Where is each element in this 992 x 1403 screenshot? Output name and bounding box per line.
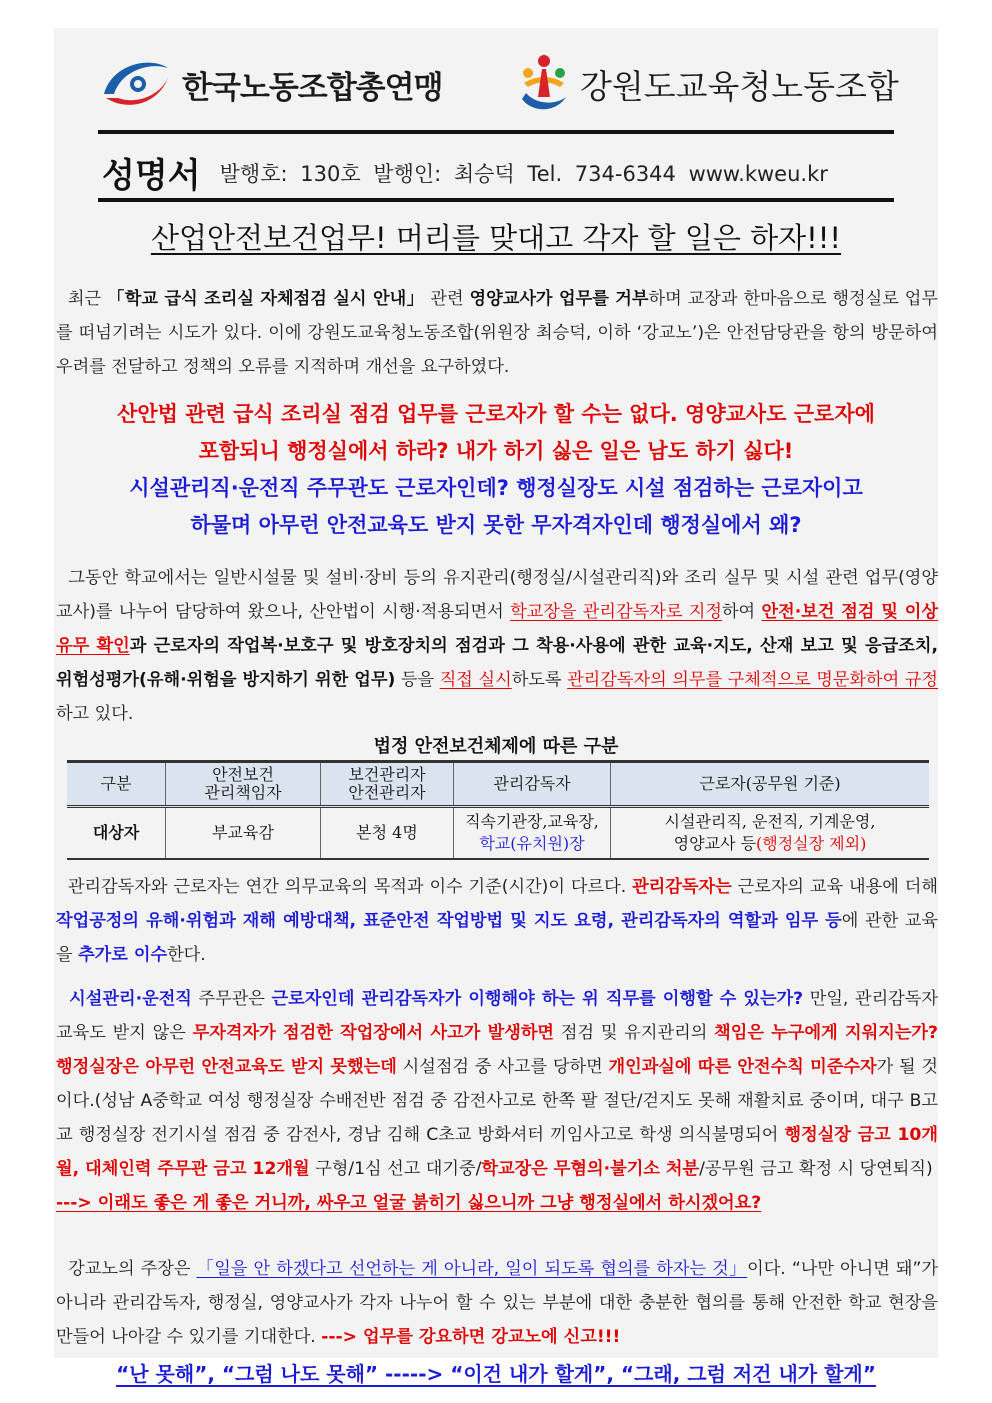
publication-info: 발행호: 130호 발행인: 최승덕 Tel. 734-6344 www.kweu.kr — [219, 161, 828, 186]
text-run: 강교노의 주장은 — [68, 1259, 197, 1279]
text-run: 만일, 관리감독자 교육도 받지 않은 — [56, 989, 938, 1043]
table-header-cell: 보건관리자 안전관리자 — [321, 762, 454, 807]
fkti-name: 한국노동조합총연맹 — [182, 69, 443, 106]
table-header-cell: 구분 — [67, 762, 166, 807]
text-run: 점검 및 유지관리의 — [554, 1023, 715, 1043]
fkti-logo — [98, 52, 443, 116]
text-run: 하며 교장과 한마음으로 행정실로 업무를 떠넘기려는 시도가 있다. 이에 강원도교육청노동조합(위원장 최승덕, 이하 ‘강교노’)은 안전담당관을 항의 방문하여 우려를 전달하고 정책의 오류를 지적하며 개선을 요구하였다. — [56, 289, 938, 377]
table-cell: 본청 4명 — [321, 807, 454, 860]
gweu-name: 강원도교육청노동조합 — [580, 66, 899, 106]
table-header-cell: 근로자(공무원 기준) — [611, 762, 930, 807]
paragraph-training — [56, 870, 938, 972]
text-run: 에 관한 교육을 — [56, 911, 938, 965]
table-header-cell: 안전보건 관리책임자 — [166, 762, 321, 807]
doc-type-label: 성명서 — [102, 156, 201, 196]
top-divider — [98, 130, 894, 134]
paragraph-responsibility — [56, 982, 938, 1220]
red-emphasis-text: 무자격자가 점검한 작업장에서 사고가 발생하면 — [192, 1023, 555, 1043]
emphasis-text: 영양교사가 업무를 거부 — [469, 289, 649, 309]
text-run: 시설점검 중 사고를 당하면 — [396, 1057, 609, 1077]
paragraph-intro — [56, 282, 938, 384]
red-underlined-text: 학교장을 관리감독자로 지정 — [510, 602, 722, 622]
paragraph-closing — [56, 1252, 938, 1354]
cell-line: 영양교사 등 — [673, 834, 757, 853]
logo-bar — [54, 44, 938, 124]
text-run: 하도록 — [511, 670, 568, 690]
cell-line: 직속기관장,교육장, — [465, 812, 599, 831]
table-cell: 대상자 — [67, 807, 166, 860]
red-emphasis-text: 관리감독자는 — [632, 877, 732, 897]
callout-line: 산안법 관련 급식 조리실 점검 업무를 근로자가 할 수는 없다. 영양교사도 근로자에 — [117, 402, 875, 426]
fkti-emblem-icon — [98, 54, 174, 114]
blue-emphasis-text: 근로자인데 관리감독자가 이행해야 하는 위 직무를 이행할 수 있는가? — [271, 989, 804, 1009]
text-run: 주무관은 — [191, 989, 272, 1009]
gweu-emblem-icon — [516, 53, 572, 115]
emphasis-text: 과 근로자의 작업복·보호구 및 방호장치의 점검과 그 착용·사용에 관한 교육·지도, 산재 보고 및 응급조치, 위험성평가(유해·위험을 방지하기 위한 업무) — [56, 636, 938, 690]
text-run: 가 될 것이다.(성남 A중학교 여성 행정실장 수배전반 점검 중 감전사고로 한쪽 팔 절단/걷지도 못해 재활치료 중이며, 대구 B고교 행정실장 전기시설 점검 중 감전사, 경남 김해 C초교 방화셔터 끼임사고로 학생 의식불명되어 — [56, 1057, 938, 1145]
text-run: /공무원 금고 확정 시 당연퇴직) — [699, 1159, 933, 1179]
table-cell: 부교육감 — [166, 807, 321, 860]
callout-line: 시설관리직·운전직 주무관도 근로자인데? 행정실장도 시설 점검하는 근로자이고 — [129, 476, 863, 500]
red-underlined-text: 직접 실시 — [439, 670, 512, 690]
red-emphasis-text: 행정실장 금고 10개월, 대체인력 주무관 금고 12개월 — [56, 1125, 938, 1179]
red-emphasis-text: 학교장은 무혐의·불기소 처분 — [481, 1159, 700, 1179]
callout-line: 포함되니 행정실에서 하라? 내가 하기 싫은 일은 남도 하기 싫다! — [198, 439, 794, 463]
text-run: 최근 — [67, 289, 108, 309]
headline: 산업안전보건업무! 머리를 맞대고 각자 할 일은 하자!!! — [150, 221, 842, 255]
blue-emphasis-text: 작업공정의 유해·위험과 재해 예방대책, 표준안전 작업방법 및 지도 요령, 관리감독자의 역할과 임무 등 — [56, 911, 842, 931]
blue-emphasis-text: 추가로 이수 — [78, 945, 168, 965]
text-run: 구형/1심 선고 대기중/ — [309, 1159, 482, 1179]
text-run: 이다. “나만 아니면 돼”가 아니라 관리감독자, 행정실, 영양교사가 각자 나누어 할 수 있는 부분에 대한 충분한 협의를 통해 안전한 학교 현장을 만들어 나아갈 수 있기를 기대한다. — [56, 1259, 938, 1347]
text-run: 하여 — [721, 602, 762, 622]
bottom-divider — [98, 198, 894, 202]
callout — [54, 396, 938, 544]
table-row — [67, 807, 929, 860]
gweu-logo — [516, 52, 899, 116]
blue-emphasis-text: 시설관리·운전직 — [69, 989, 192, 1009]
masthead — [102, 148, 892, 196]
safety-system-table — [67, 760, 929, 860]
table-cell — [454, 807, 611, 860]
paragraph-background — [56, 561, 938, 731]
red-emphasis-text: ---> 업무를 강요하면 강교노에 신고!!! — [321, 1327, 621, 1347]
text-run: 등을 — [395, 670, 440, 690]
text-run: 한다. — [167, 945, 206, 965]
table-cell — [611, 807, 930, 860]
text-run: 하고 있다. — [56, 704, 134, 724]
statement-page — [54, 28, 938, 1386]
text-run: 관리감독자와 근로자는 연간 의무교육의 목적과 이수 기준(시간)이 다르다. — [67, 877, 633, 897]
red-emphasis-text: 책임은 누구에게 지워지는가? 행정실장은 아무런 안전교육도 받지 못했는데 — [56, 1023, 938, 1077]
blue-underlined-text: 「일을 안 하겠다고 선언하는 게 아니라, 일이 되도록 협의를 하자는 것」 — [196, 1259, 748, 1279]
cell-line: 시설관리직, 운전직, 기계운영, — [664, 812, 876, 831]
cell-note: (행정실장 제외) — [756, 834, 867, 853]
text-run: 근로자의 교육 내용에 더해 — [731, 877, 938, 897]
red-emphasis-text: 개인과실에 따른 안전수칙 미준수자 — [608, 1057, 877, 1077]
red-underlined-text: 관리감독자의 의무를 구체적으로 명문화하여 규정 — [567, 670, 938, 690]
cell-line: 학교(유치원)장 — [479, 834, 585, 853]
text-run: 관련 — [424, 289, 470, 309]
text-run: 그동안 학교에서는 일반시설물 및 설비·장비 등의 유지관리(행정실/시설관리직)와 조리 실무 및 시설 관련 업무(영양교사)를 나누어 담당하여 왔으나, 산안법이 시행·적용되면서 — [56, 568, 938, 622]
callout-line: 하물며 아무런 안전교육도 받지 못한 무자격자인데 행정실에서 왜? — [190, 513, 802, 537]
red-underlined-text: ---> 이래도 좋은 게 좋은 거니까, 싸우고 얼굴 붉히기 싫으니까 그냥 행정실에서 하시겠어요? — [56, 1193, 762, 1213]
notice-title: 「학교 급식 조리실 자체점검 실시 안내」 — [107, 289, 425, 309]
table-header-cell: 관리감독자 — [454, 762, 611, 807]
red-underlined-text: 안전·보건 점검 및 이상 유무 확인 — [56, 602, 938, 656]
closing-slogan: “난 못해”, “그럼 나도 못해” -----> “이건 내가 할게”, “그래, 그럼 저건 내가 할게” — [116, 1362, 876, 1386]
table-title: 법정 안전보건체제에 따른 구분 — [373, 736, 619, 757]
table-header-row — [67, 762, 929, 807]
